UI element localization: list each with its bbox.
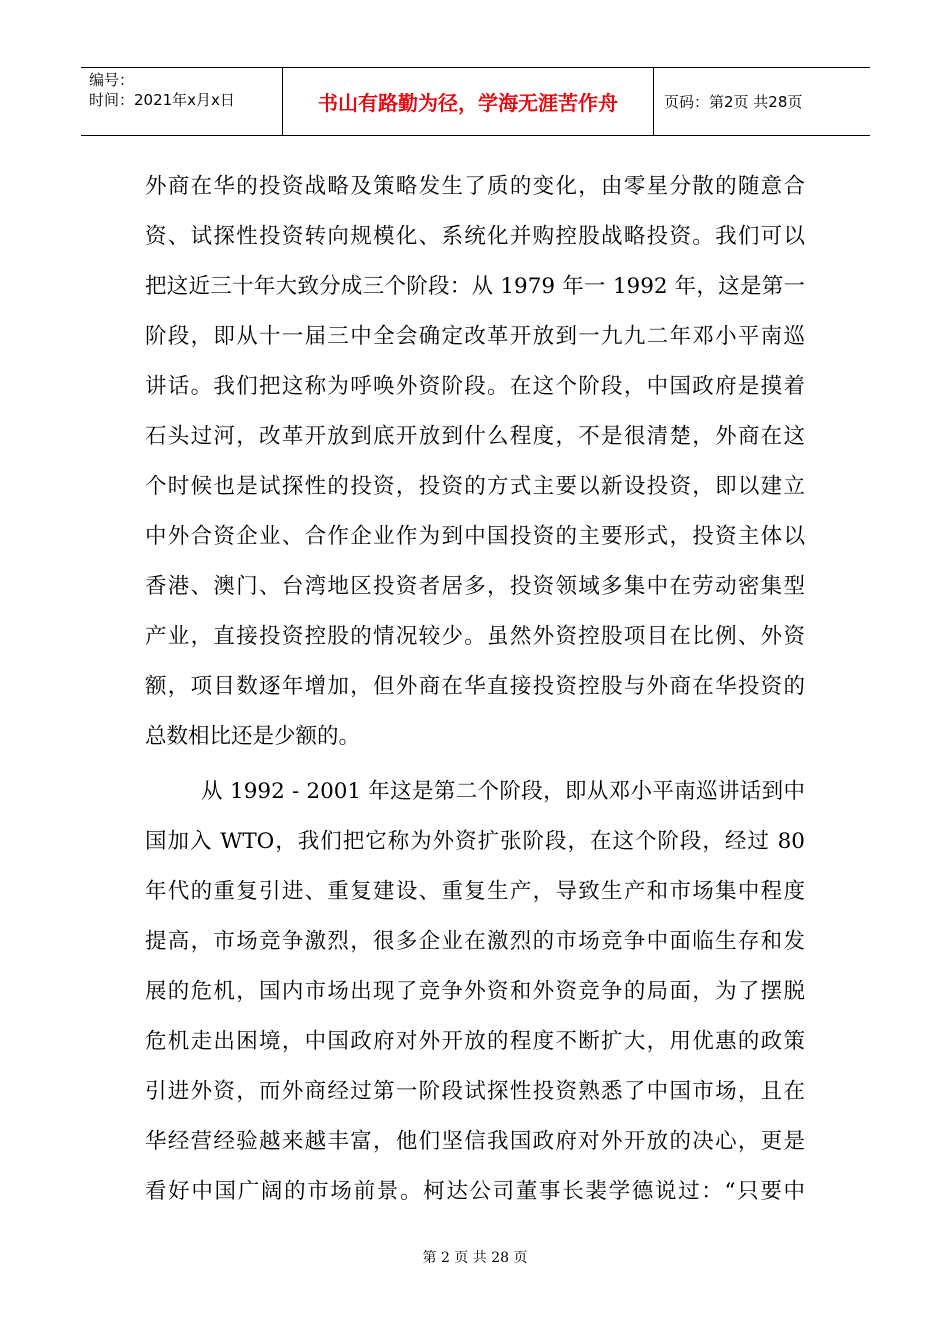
text-line: 年代的重复引进、重复建设、重复生产，导致生产和市场集中程度 (145, 879, 805, 904)
text-line: 从 1992 - 2001 年这是第二个阶段，即从邓小平南巡讲话到中 (201, 779, 805, 804)
text-line: 引进外资，而外商经过第一阶段试探性投资熟悉了中国市场，且在 (145, 1079, 805, 1104)
text-line: 提高，市场竞争激烈，很多企业在激烈的市场竞争中面临生存和发 (145, 929, 805, 954)
body-text (145, 162, 805, 1217)
text-line: 把这近三十年大致分成三个阶段：从 1979 年一 1992 年，这是第一 (145, 274, 805, 299)
text-line: 个时候也是试探性的投资，投资的方式主要以新设投资，即以建立 (145, 474, 805, 499)
paragraph-1 (145, 162, 805, 762)
header-motto: 书山有路勤为径，学海无涯苦作舟 (283, 68, 654, 135)
document-time-label: 时间：2021年x月x日 (89, 91, 235, 109)
text-line: 资、试探性投资转向规模化、系统化并购控股战略投资。我们可以 (145, 224, 805, 249)
text-line: 展的危机，国内市场出现了竞争外资和外资竞争的局面，为了摆脱 (145, 979, 805, 1004)
header-page-code: 页码：第2页 共28页 (664, 93, 803, 111)
text-line: 华经营经验越来越丰富，他们坚信我国政府对外开放的决心，更是 (145, 1129, 805, 1154)
text-line: 中外合资企业、合作企业作为到中国投资的主要形式，投资主体以 (145, 524, 805, 549)
page-footer: 第 2 页 共 28 页 (422, 1250, 528, 1266)
text-line: 产业，直接投资控股的情况较少。虽然外资控股项目在比例、外资 (145, 624, 805, 649)
header-left-cell (81, 68, 283, 135)
header-table (81, 67, 870, 136)
text-line: 石头过河，改革开放到底开放到什么程度，不是很清楚，外商在这 (145, 424, 805, 449)
text-line: 危机走出困境，中国政府对外开放的程度不断扩大，用优惠的政策 (145, 1029, 805, 1054)
text-line: 香港、澳门、台湾地区投资者居多，投资领域多集中在劳动密集型 (145, 574, 805, 599)
text-line: 外商在华的投资战略及策略发生了质的变化，由零星分散的随意合 (145, 174, 805, 199)
text-line: 阶段，即从十一届三中全会确定改革开放到一九九二年邓小平南巡 (145, 324, 805, 349)
text-line: 国加入 WTO，我们把它称为外资扩张阶段，在这个阶段，经过 80 (145, 829, 805, 854)
text-line: 讲话。我们把这称为呼唤外资阶段。在这个阶段，中国政府是摸着 (145, 374, 805, 399)
text-line: 额，项目数逐年增加，但外商在华直接投资控股与外商在华投资的 (145, 674, 805, 699)
text-line: 看好中国广阔的市场前景。柯达公司董事长裴学德说过：“只要中 (145, 1179, 805, 1204)
paragraph-2 (145, 767, 805, 1217)
text-line: 总数相比还是少额的。 (145, 724, 361, 749)
document-number-label: 编号： (89, 71, 135, 89)
